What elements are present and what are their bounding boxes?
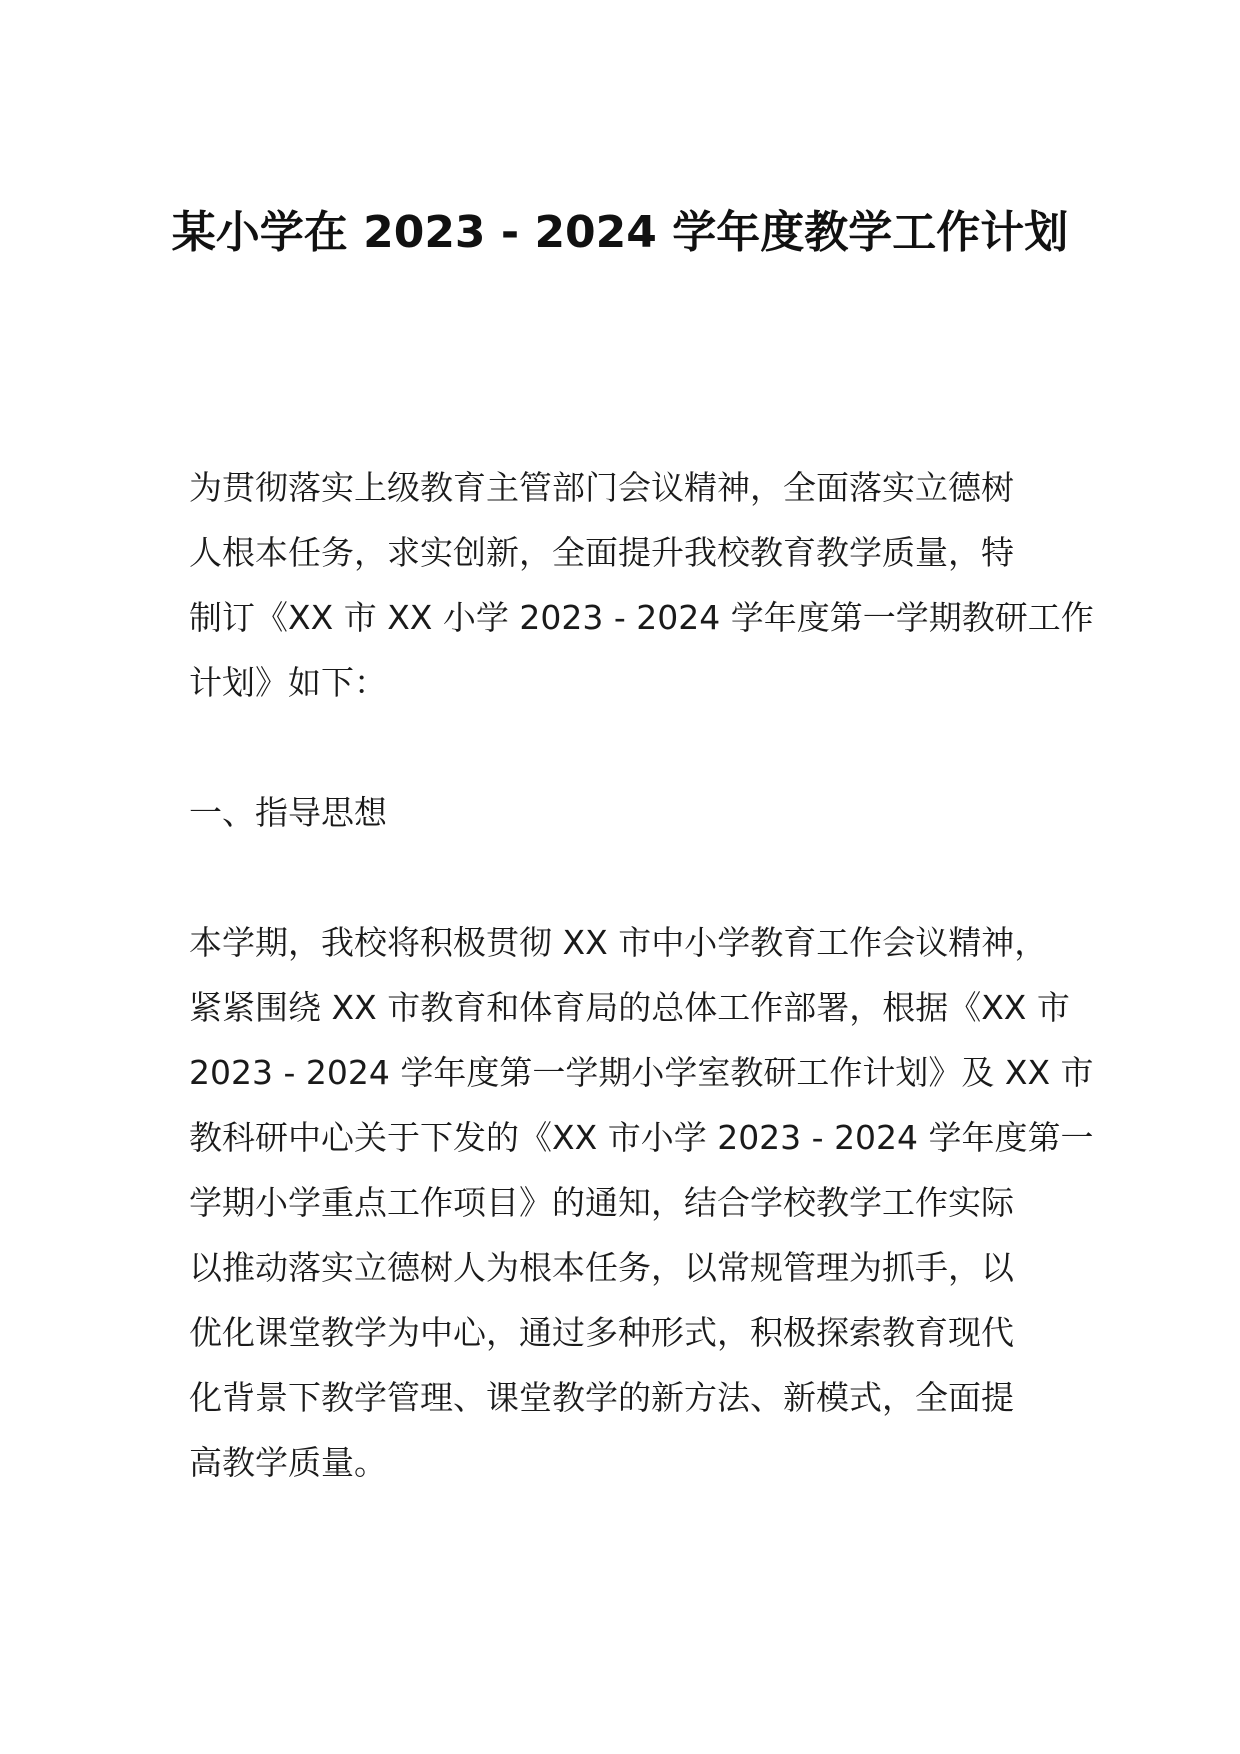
section-line: 优化课堂教学为中心，通过多种形式，积极探索教育现代: [189, 1313, 1014, 1352]
section-line: 紧紧围绕 XX 市教育和体育局的总体工作部署，根据《XX 市: [189, 988, 1070, 1027]
intro-paragraph: [189, 455, 1094, 715]
section-line: 教科研中心关于下发的《XX 市小学 2023 - 2024 学年度第一: [189, 1118, 1094, 1157]
section-line: 2023 - 2024 学年度第一学期小学室教研工作计划》及 XX 市: [189, 1053, 1094, 1092]
document-title: 某小学在 2023 - 2024 学年度教学工作计划: [171, 207, 1069, 258]
section-heading: [189, 780, 1059, 845]
intro-line: 制订《XX 市 XX 小学 2023 - 2024 学年度第一学期教研工作: [189, 598, 1094, 637]
section-line: 以推动落实立德树人为根本任务，以常规管理为抓手，以: [189, 1248, 1014, 1287]
document-body: [189, 455, 1094, 1495]
section-heading-text: 一、指导思想: [189, 793, 387, 832]
intro-line: 为贯彻落实上级教育主管部门会议精神，全面落实立德树: [189, 468, 1014, 507]
section-line: 本学期，我校将积极贯彻 XX 市中小学教育工作会议精神，: [189, 923, 1048, 962]
section-line: 化背景下教学管理、课堂教学的新方法、新模式，全面提: [189, 1378, 1014, 1417]
intro-line: 人根本任务，求实创新，全面提升我校教育教学质量，特: [189, 533, 1014, 572]
section-line: 学期小学重点工作项目》的通知，结合学校教学工作实际: [189, 1183, 1014, 1222]
section-line: 高教学质量。: [189, 1443, 387, 1482]
section-paragraph: [189, 910, 1094, 1495]
intro-line: 计划》如下：: [189, 663, 387, 702]
